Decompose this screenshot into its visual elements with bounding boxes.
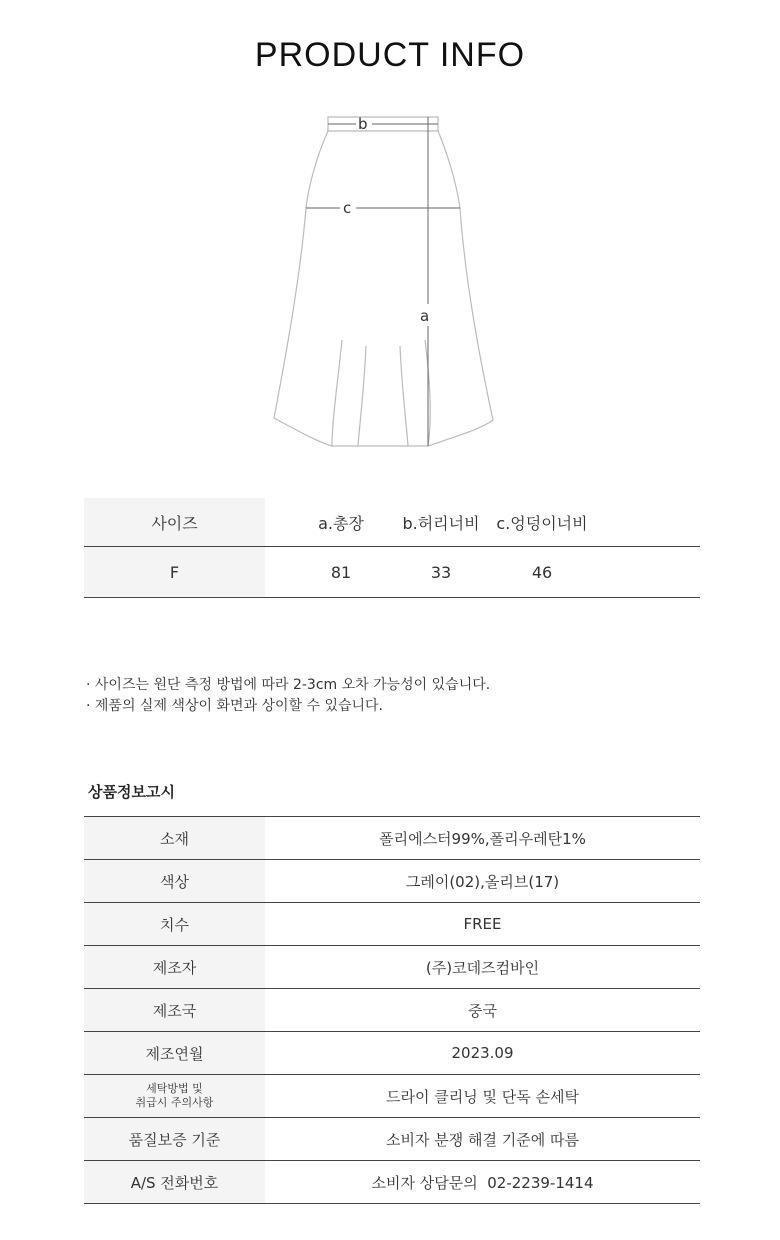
- diagram-label-a: a: [420, 307, 430, 325]
- info-label: 치수: [84, 903, 265, 945]
- info-value: 2023.09: [451, 1044, 514, 1062]
- note-line: · 사이즈는 원단 측정 방법에 따라 2-3cm 오차 가능성이 있습니다.: [86, 677, 491, 693]
- info-row-manufacturer: [84, 946, 700, 989]
- diagram-label-c: c: [343, 199, 352, 217]
- info-label: 제조국: [84, 989, 265, 1031]
- info-label: 제조자: [84, 946, 265, 988]
- seam-left: [332, 340, 342, 446]
- info-label: [84, 1075, 265, 1117]
- waist-value: 33: [430, 562, 452, 582]
- size-table-header: [84, 498, 700, 547]
- info-row-color: [84, 860, 700, 903]
- info-value: (주)코데즈컴바인: [425, 958, 540, 977]
- size-table-row: [84, 547, 700, 598]
- seam-mid-right: [400, 346, 408, 446]
- page-title: PRODUCT INFO: [254, 36, 526, 74]
- info-label: 색상: [84, 860, 265, 902]
- info-label: 소재: [84, 817, 265, 859]
- info-row-washing: [84, 1075, 700, 1118]
- diagram-label-b: b: [358, 115, 368, 133]
- size-header-hip: c.엉덩이너비: [496, 513, 588, 533]
- info-row-quality: [84, 1118, 700, 1161]
- note-line: · 제품의 실제 색상이 화면과 상이할 수 있습니다.: [86, 698, 384, 714]
- skirt-measurement-diagram: [260, 100, 510, 460]
- product-info-table: [84, 816, 700, 1204]
- info-row-as-phone: [84, 1161, 700, 1204]
- info-label-line: 세탁방법 및: [146, 1082, 203, 1095]
- info-label: A/S 전화번호: [84, 1161, 265, 1203]
- info-value: 소비자 상담문의 02-2239-1414: [371, 1173, 594, 1192]
- info-value: 폴리에스터99%,폴리우레탄1%: [379, 829, 586, 848]
- info-section-title: 상품정보고시: [88, 783, 175, 801]
- info-value: 중국: [468, 1001, 497, 1020]
- info-row-manufacture-date: [84, 1032, 700, 1075]
- size-table: [84, 498, 700, 598]
- skirt-outline: [274, 131, 493, 446]
- info-row-material: [84, 816, 700, 860]
- info-label-line: 취급시 주의사항: [135, 1096, 214, 1109]
- info-value: 소비자 분쟁 해결 기준에 따름: [386, 1130, 579, 1149]
- hip-value: 46: [531, 562, 553, 582]
- size-header-length: a.총장: [318, 513, 364, 533]
- info-value: 드라이 클리닝 및 단독 손세탁: [386, 1087, 579, 1106]
- length-value: 81: [330, 562, 352, 582]
- size-notes: [86, 675, 490, 717]
- size-value: F: [84, 547, 265, 597]
- size-header-label: 사이즈: [84, 498, 265, 546]
- info-row-country: [84, 989, 700, 1032]
- seam-mid-left: [358, 346, 366, 446]
- info-row-size: [84, 903, 700, 946]
- info-value: 그레이(02),올리브(17): [405, 872, 560, 891]
- size-header-waist: b.허리너비: [402, 513, 480, 533]
- info-value: FREE: [463, 915, 502, 933]
- info-label: 품질보증 기준: [84, 1118, 265, 1160]
- info-label: 제조연월: [84, 1032, 265, 1074]
